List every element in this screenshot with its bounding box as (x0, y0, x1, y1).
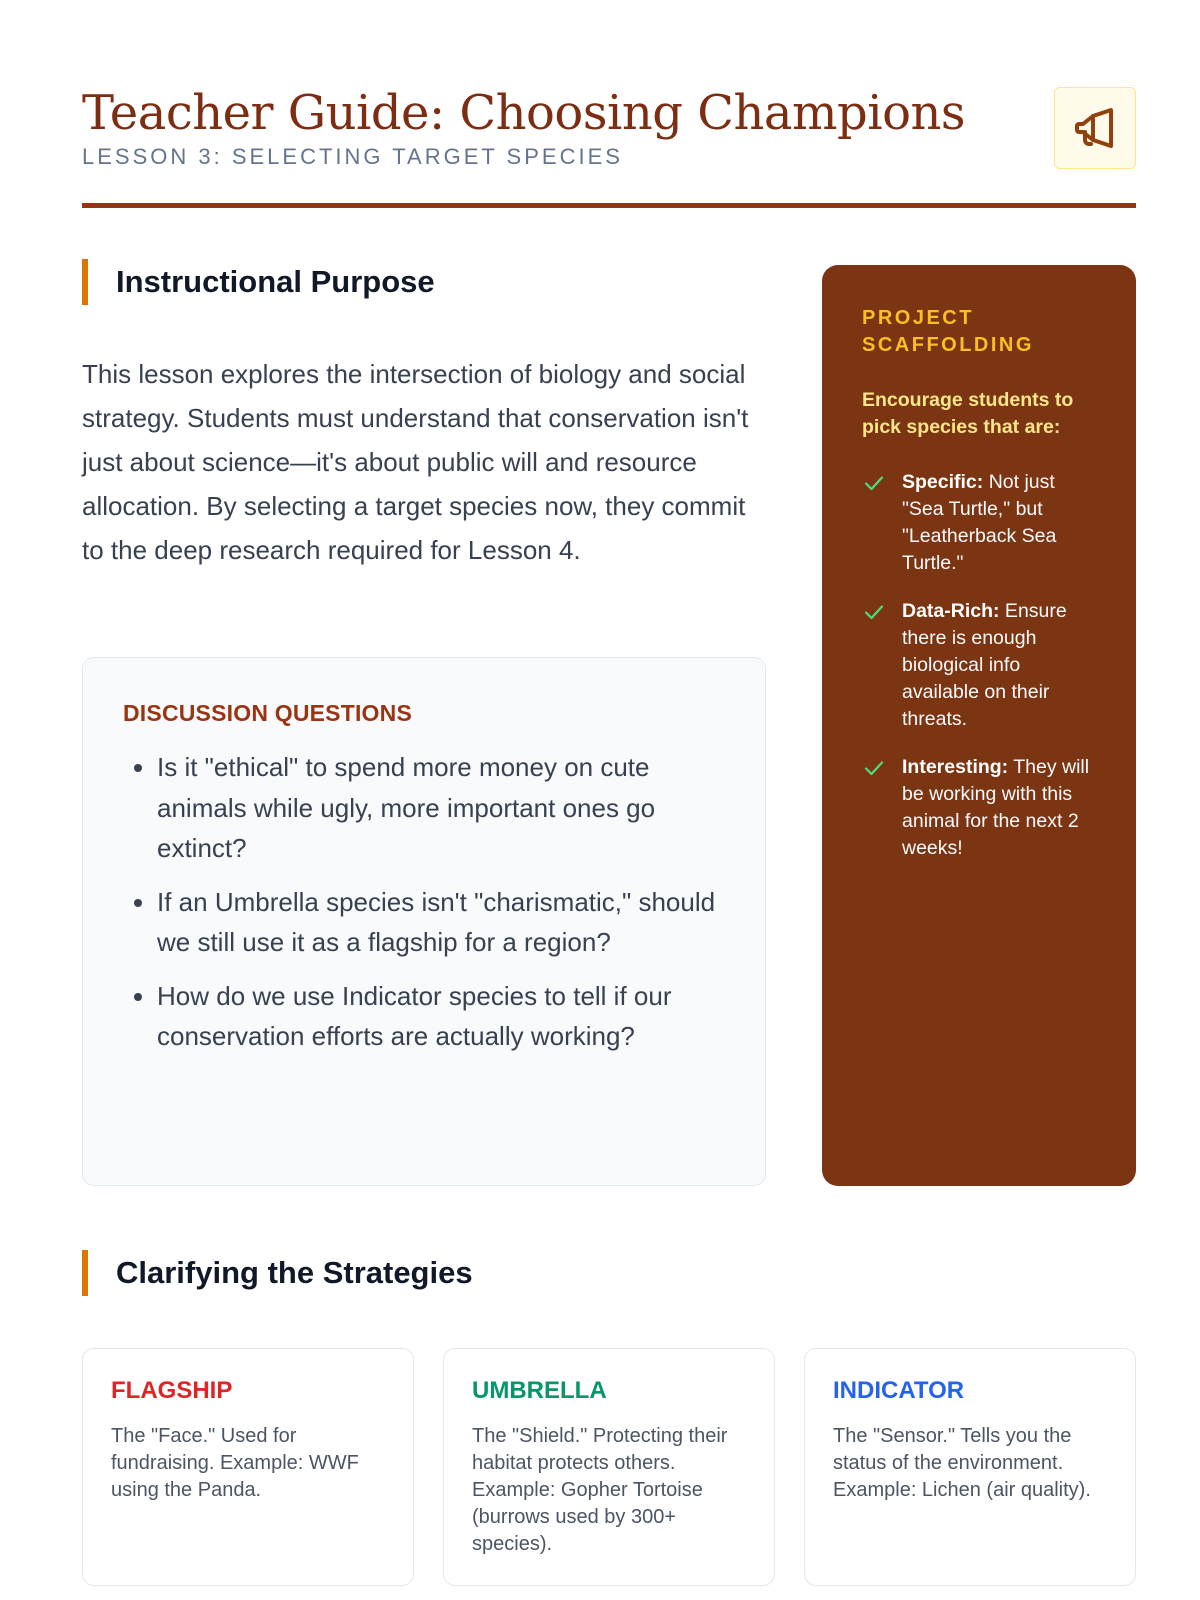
discussion-question: • If an Umbrella species isn't "charismatic," should we still use it as a flagship for a region? (157, 882, 727, 963)
scaffolding-item (862, 754, 1100, 862)
discussion-question: • How do we use Indicator species to tell if our conservation efforts are actually working? (157, 976, 727, 1057)
scaffolding-term: Specific: (902, 471, 984, 493)
scaffolding-term: Interesting: (902, 756, 1009, 778)
strategy-card-title: UMBRELLA (472, 1377, 607, 1404)
section-heading-label: Instructional Purpose (116, 264, 435, 299)
scaffolding-list (862, 469, 1100, 862)
scaffolding-text: They will be working with this animal for the next 2 weeks! (902, 756, 1090, 859)
project-scaffolding-panel (822, 265, 1136, 1186)
megaphone-icon (1054, 87, 1136, 169)
strategy-card-flagship (82, 1348, 414, 1586)
scaffolding-text: Not just "Sea Turtle," but "Leatherback Sea Turtle." (902, 471, 1057, 574)
section-heading-clarifying-strategies (82, 1250, 473, 1296)
strategy-card-text: The "Shield." Protecting their habitat protects others. Example: Gopher Tortoise (burrows used by 300+ species). (472, 1425, 728, 1555)
discussion-list (123, 747, 727, 1057)
scaffolding-intro: Encourage students to pick species that are: (862, 389, 1074, 438)
scaffolding-item (862, 469, 1100, 577)
scaffolding-text: Ensure there is enough biological info available on their threats. (902, 600, 1067, 730)
check-icon (862, 756, 886, 780)
discussion-heading: DISCUSSION QUESTIONS (123, 700, 412, 726)
page-title: Teacher Guide: Choosing Champions (82, 85, 966, 141)
strategy-card-text: The "Face." Used for fundraising. Example: WWF using the Panda. (111, 1425, 359, 1501)
scaffolding-term: Data-Rich: (902, 600, 1000, 622)
section-heading-label: Clarifying the Strategies (116, 1255, 473, 1290)
strategy-card-text: The "Sensor." Tells you the status of the environment. Example: Lichen (air quality). (833, 1425, 1091, 1501)
section-heading-instructional-purpose (82, 259, 435, 305)
scaffolding-label: PROJECT SCAFFOLDING (862, 307, 1034, 356)
strategy-card-umbrella (443, 1348, 775, 1586)
strategy-card-title: INDICATOR (833, 1377, 965, 1404)
discussion-question: • Is it "ethical" to spend more money on cute animals while ugly, more important ones go extinct? (157, 747, 727, 869)
strategy-card-indicator (804, 1348, 1136, 1586)
check-icon (862, 600, 886, 624)
page-subtitle: LESSON 3: SELECTING TARGET SPECIES (82, 144, 623, 169)
discussion-card (82, 657, 766, 1186)
purpose-paragraph: This lesson explores the intersection of biology and social strategy. Students must understand that conservation isn't just about science—it's about public will and resource allocation. By selecting a target species now, they commit to the deep research required for Lesson 4. (82, 359, 749, 565)
scaffolding-item (862, 598, 1100, 733)
check-icon (862, 471, 886, 495)
page-header (82, 84, 1136, 170)
strategy-card-title: FLAGSHIP (111, 1377, 233, 1404)
header-divider (82, 203, 1136, 208)
